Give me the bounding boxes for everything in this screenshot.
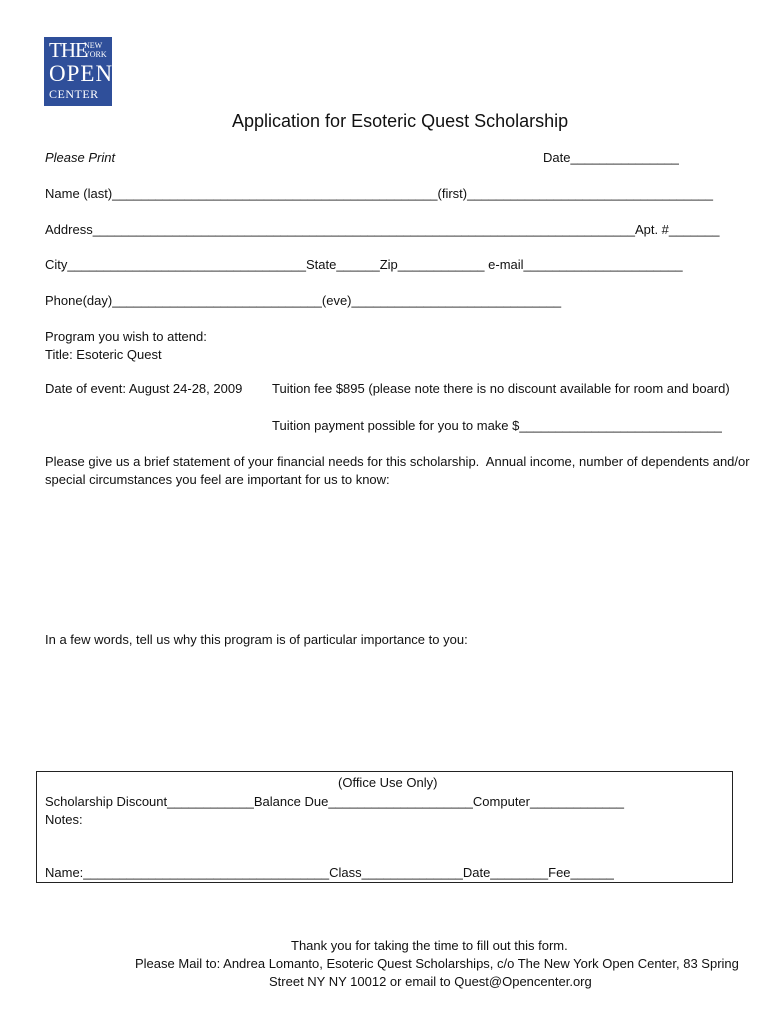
tuition-payment-field[interactable]: Tuition payment possible for you to make $____________________________ (272, 418, 722, 433)
phone-field[interactable]: Phone(day)_____________________________(eve)_____________________________ (45, 293, 562, 308)
date-of-event: Date of event: August 24-28, 2009 (45, 381, 243, 396)
open-center-logo (44, 37, 112, 106)
importance-question: In a few words, tell us why this program is of particular importance to you: (45, 632, 468, 647)
office-scholarship-line[interactable]: Scholarship Discount____________Balance Due____________________Computer_____________ (45, 794, 624, 809)
office-notes-label: Notes: (45, 812, 83, 827)
office-name-line[interactable]: Name:__________________________________Class______________Date________Fee______ (45, 865, 614, 880)
tuition-fee: Tuition fee $895 (please note there is no discount available for room and board) (272, 381, 730, 396)
logo-open: OPEN (49, 61, 114, 86)
financial-question-line1: Please give us a brief statement of your financial needs for this scholarship. Annual income, number of dependents and/or (45, 454, 750, 469)
financial-question-line2: special circumstances you feel are important for us to know: (45, 472, 390, 487)
financial-answer-area[interactable] (45, 494, 725, 620)
program-wish-label: Program you wish to attend: (45, 329, 207, 344)
name-field[interactable]: Name (last)_____________________________________________(first)__________________________________ (45, 186, 713, 201)
logo-the: THE (49, 38, 87, 62)
please-print-label: Please Print (45, 150, 116, 165)
footer-thanks: Thank you for taking the time to fill out this form. (291, 938, 568, 953)
date-field[interactable]: Date_______________ (543, 150, 679, 165)
city-state-zip-email-field[interactable]: City_________________________________State______Zip____________ e-mail______________________ (45, 257, 683, 272)
address-field[interactable]: Address___________________________________________________________________________Apt. #_______ (45, 222, 720, 237)
program-title: Title: Esoteric Quest (45, 347, 162, 362)
logo-center: CENTER (49, 87, 99, 101)
logo-york: YORK (84, 50, 107, 59)
page-title: Application for Esoteric Quest Scholarship (232, 111, 569, 131)
office-use-heading: (Office Use Only) (338, 775, 438, 790)
importance-answer-area[interactable] (45, 654, 725, 764)
logo-new: NEW (84, 41, 103, 50)
footer-mail-line1: Please Mail to: Andrea Lomanto, Esoteric Quest Scholarships, c/o The New York Open Center, 83 Spring (135, 956, 739, 971)
footer-mail-line2: Street NY NY 10012 or email to Quest@Opencenter.org (269, 974, 592, 989)
